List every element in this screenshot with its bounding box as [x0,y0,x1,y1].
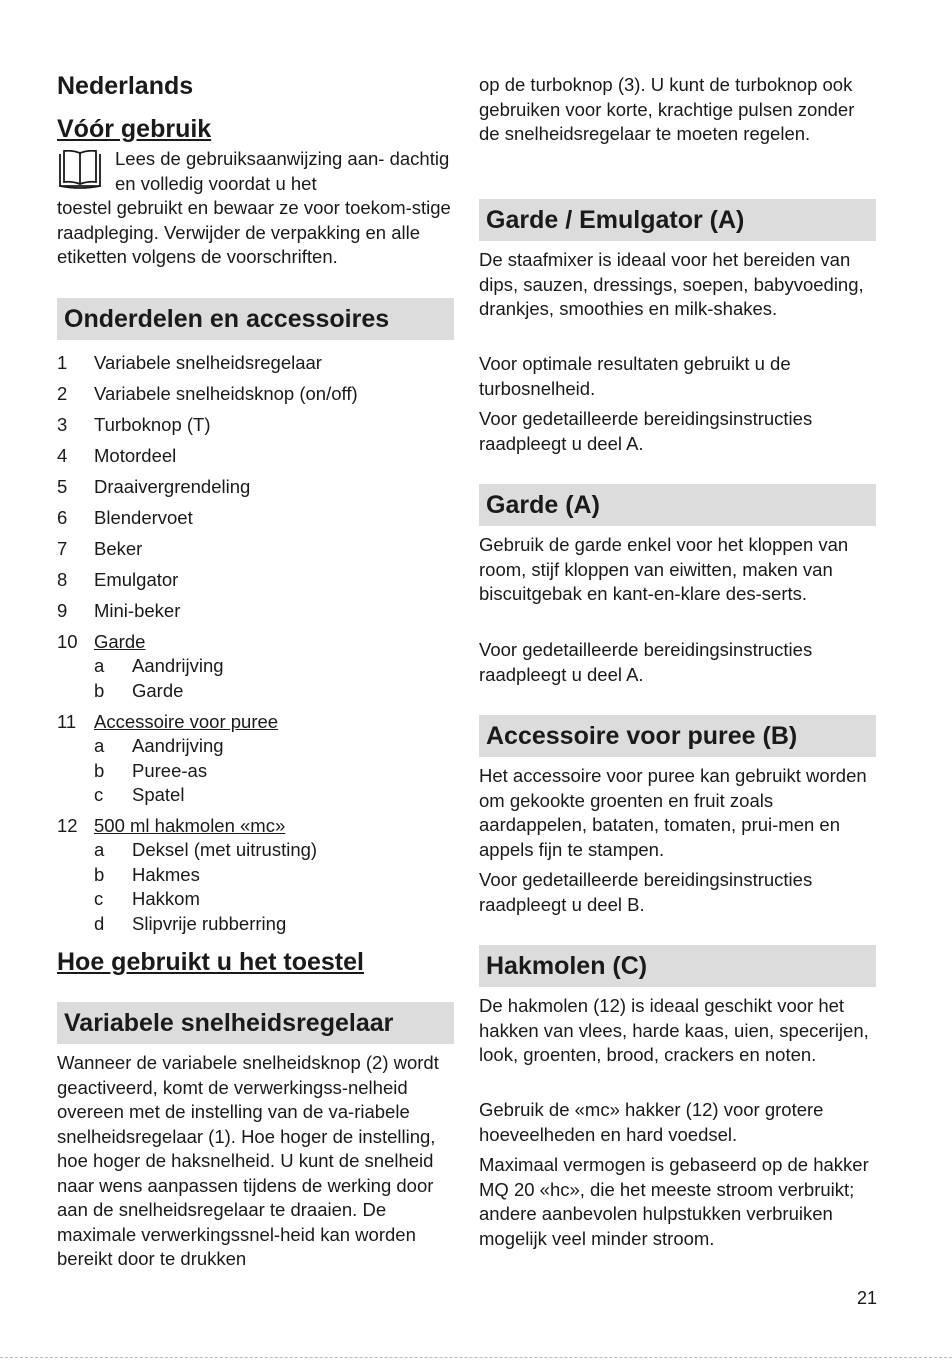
section-paragraph: Voor gedetailleerde bereidingsinstructies raadpleegt u deel A. [479,639,813,685]
language-title: Nederlands [57,72,194,100]
continued-text: op de turboknop (3). U kunt de turboknop ook gebruiken voor korte, krachtige pulsen zonder de snelheidsregelaar te moeten regelen. [479,74,855,144]
intro-text-first: Lees de gebruiksaanwijzing aan- dachtig en volledig voordat u het [115,148,450,194]
section-paragraph: Voor gedetailleerde bereidingsinstructies raadpleegt u deel B. [479,869,813,915]
variable-speed-heading: Variabele snelheidsregelaar [57,1002,454,1044]
section-paragraph: Gebruik de garde enkel voor het kloppen van room, stijf kloppen van eiwitten, maken van biscuitgebak en kant-en-klare des-serts. [479,534,849,604]
section-heading: Accessoire voor puree (B) [479,715,876,757]
intro-text-rest: toestel gebruikt en bewaar ze voor toekom-stige raadpleging. Verwijder de verpakking en alle etiketten volgens de voorschriften. [57,197,451,267]
section-paragraph: De staafmixer is ideaal voor het bereiden van dips, sauzen, dressings, soepen, babyvoeding, drankjes, smoothies en milk-shakes. [479,249,864,319]
before-use-heading: Vóór gebruik [57,115,212,143]
section-paragraph: Gebruik de «mc» hakker (12) voor grotere hoeveelheden en hard voedsel. [479,1099,824,1145]
section-heading: Garde / Emulgator (A) [479,199,876,241]
usage-heading: Hoe gebruikt u het toestel [57,948,364,976]
page-number: 21 [856,1288,877,1308]
section-paragraph: Voor gedetailleerde bereidingsinstructies raadpleegt u deel A. [479,408,813,454]
section-paragraph: Maximaal vermogen is gebaseerd op de hakker MQ 20 «hc», die het meeste stroom verbruikt; andere aanbevolen hulpstukken verbruiken mogelijk veel minder stroom. [479,1154,869,1249]
section-heading: Garde (A) [479,484,876,526]
page-edge-divider [0,1357,952,1358]
section-paragraph: De hakmolen (12) is ideaal geschikt voor het hakken van vlees, harde kaas, uien, specerijen, look, groenten, brood, crackers en noten. [479,995,869,1065]
section-heading: Hakmolen (C) [479,945,876,987]
section-paragraph: Voor optimale resultaten gebruikt u de turbosnelheid. [479,353,791,399]
section-paragraph: Het accessoire voor puree kan gebruikt worden om gekookte groenten en fruit zoals aardappelen, bataten, tomaten, prui-men en appels fijn te stampen. [479,765,867,860]
variable-speed-text: Wanneer de variabele snelheidsknop (2) wordt geactiveerd, komt de verwerkingss-nelheid overeen met de instelling van de va-riabele snelheidsregelaar (1). Hoe hoger de instelling, hoe hoger de haksnelheid. U kunt de snelheid naar wens aanpassen tijdens de werking door aan de snelheidsregelaar te draaien. De maximale verwerkingssnel-heid kan worden bereikt door te drukken [57,1052,439,1269]
parts-heading: Onderdelen en accessoires [57,298,454,340]
manual-book-icon [57,150,103,190]
